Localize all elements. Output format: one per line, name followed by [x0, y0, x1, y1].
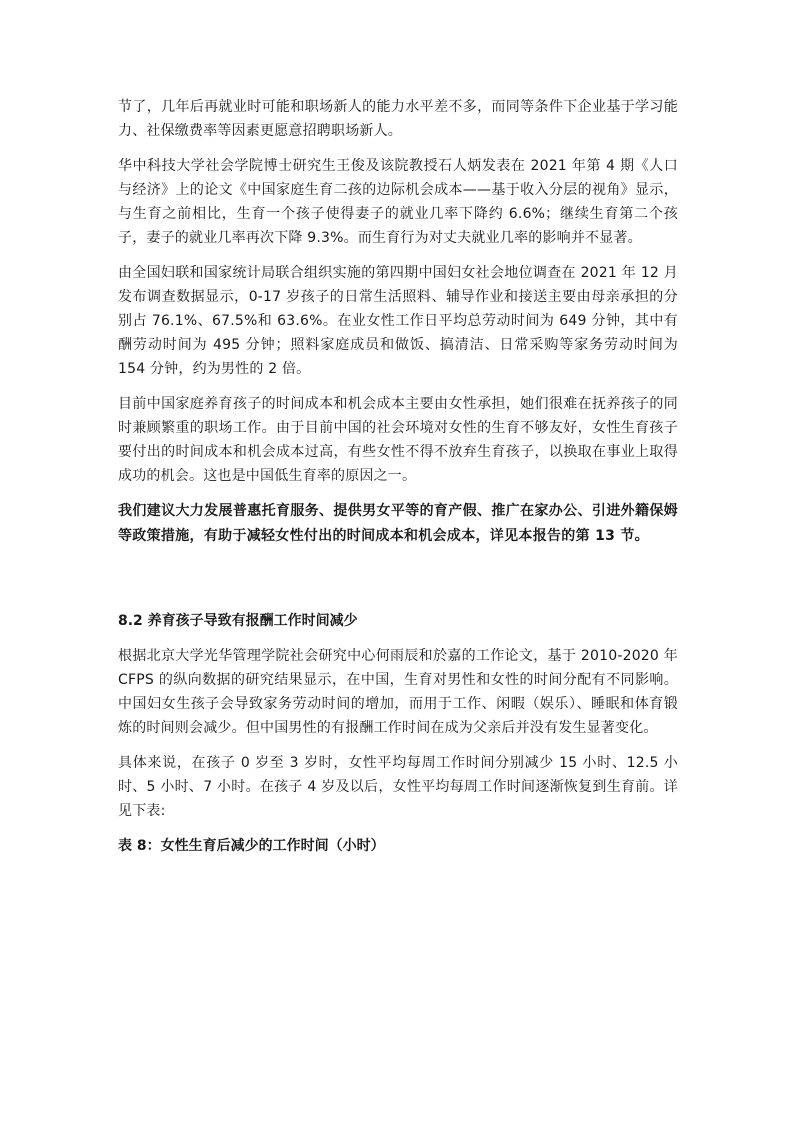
paragraph-work-hours: 具体来说，在孩子 0 岁至 3 岁时，女性平均每周工作时间分别减少 15 小时、12.5 小时、5 小时、7 小时。在孩子 4 岁及以后，女性平均每周工作时间逐渐恢复到生育前。详见下表:: [118, 755, 678, 819]
paragraph-women-survey: 由全国妇联和国家统计局联合组织实施的第四期中国妇女社会地位调查在 2021 年 12 月发布调查数据显示，0-17 岁孩子的日常生活照料、辅导作业和接送主要由母亲承担的分别占 76.1%、67.5%和 63.6%。在业女性工作日平均总劳动时间为 649 分钟，其中有酬劳动时间为 495 分钟；照料家庭成员和做饭、搞清洁、日常采购等家务劳动时间为 154 分钟，约为男性的 2 倍。: [118, 265, 678, 377]
paragraph-employment-study: 华中科技大学社会学院博士研究生王俊及该院教授石人炳发表在 2021 年第 4 期《人口与经济》上的论文《中国家庭生育二孩的边际机会成本——基于收入分层的视角》显示，与生育之前相比，生育一个孩子使得妻子的就业几率下降约 6.6%；继续生育第二个孩子，妻子的就业几率再次下降 9.3%。而生育行为对丈夫就业几率的影响并不显著。: [118, 158, 678, 246]
table-caption: 表 8：女性生育后减少的工作时间（小时）: [118, 838, 385, 854]
section-heading: 8.2 养育孩子导致有报酬工作时间减少: [118, 613, 358, 629]
paragraph-time-cost: 目前中国家庭养育孩子的时间成本和机会成本主要由女性承担，她们很难在抚养孩子的同时兼顾繁重的职场工作。由于目前中国的社会环境对女性的生育不够友好，女性生育孩子要付出的时间成本和机会成本过高，有些女性不得不放弃生育孩子，以换取在事业上取得成功的机会。这也是中国低生育率的原因之一。: [118, 396, 678, 484]
document-page: [118, 95, 678, 858]
paragraph-policy-recommendation: 我们建议大力发展普惠托育服务、提供男女平等的育产假、推广在家办公、引进外籍保姆等政策措施，有助于减轻女性付出的时间成本和机会成本，详见本报告的第 13 节。: [118, 503, 678, 544]
paragraph-continuation: 节了，几年后再就业时可能和职场新人的能力水平差不多，而同等条件下企业基于学习能力、社保缴费率等因素更愿意招聘职场新人。: [118, 99, 678, 139]
paragraph-cfps-study: 根据北京大学光华管理学院社会研究中心何雨辰和於嘉的工作论文，基于 2010-2020 年 CFPS 的纵向数据的研究结果显示，在中国，生育对男性和女性的时间分配有不同影响。中国妇女生孩子会导致家务劳动时间的增加，而用于工作、闲暇（娱乐）、睡眠和体育锻炼的时间则会减少。但中国男性的有报酬工作时间在成为父亲后并没有发生显著变化。: [118, 648, 678, 736]
